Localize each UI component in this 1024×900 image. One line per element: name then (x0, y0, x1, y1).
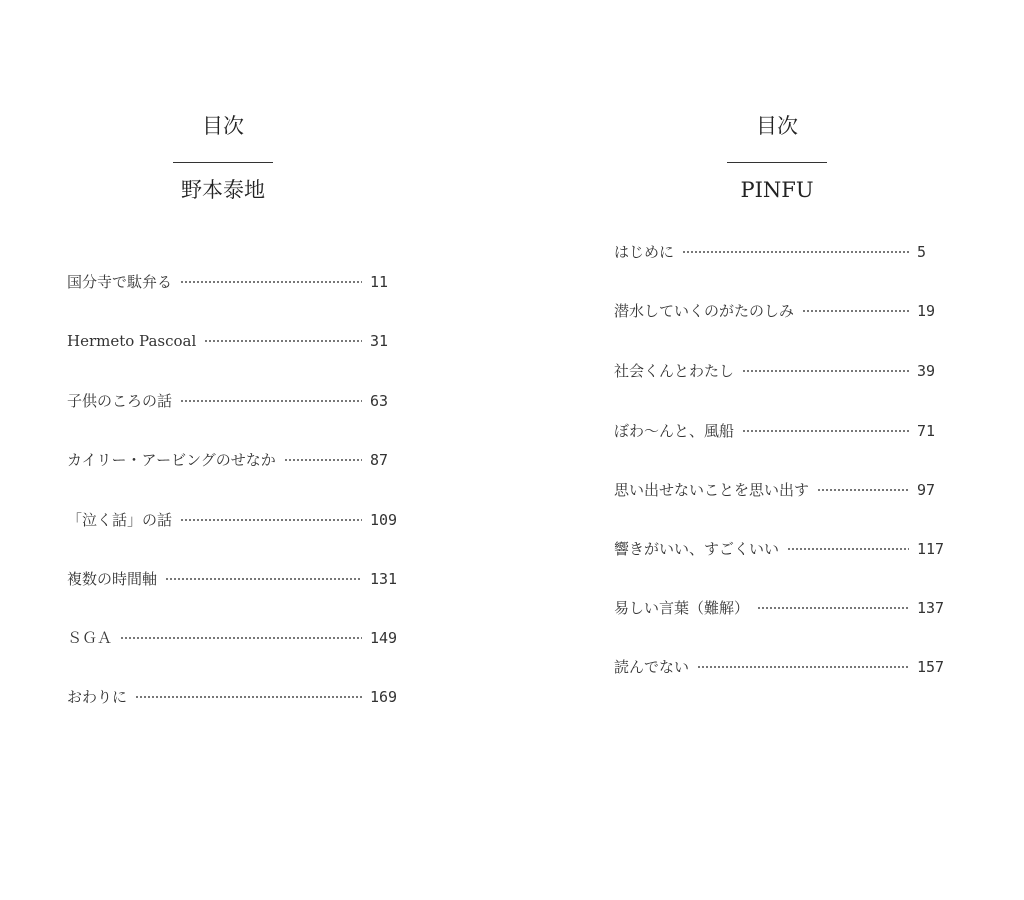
page-number: 149 (370, 629, 398, 647)
title-divider (727, 162, 827, 163)
entry-title: 「泣く話」の話 (67, 511, 173, 529)
entry-title: 国分寺で駄弁る (67, 273, 173, 291)
page-number: 117 (917, 540, 945, 558)
page-number: 11 (370, 273, 389, 291)
toc-title: 目次 (202, 114, 244, 138)
entry-title: 響きがいい、すごくいい (614, 540, 780, 558)
page-number: 109 (370, 511, 398, 529)
page-number: 31 (370, 332, 389, 350)
entry-title: 易しい言葉（難解） (614, 599, 750, 617)
toc-entry[interactable] (614, 596, 959, 620)
toc-entry[interactable] (614, 359, 959, 383)
page-number: 71 (917, 422, 936, 440)
dot-leader (180, 519, 362, 521)
toc-entry[interactable] (614, 299, 959, 323)
page-number: 157 (917, 658, 945, 676)
page-number: 39 (917, 362, 936, 380)
page-number: 137 (917, 599, 945, 617)
toc-entry[interactable] (67, 389, 412, 413)
toc-entry[interactable] (67, 626, 412, 650)
dot-leader (120, 637, 362, 639)
dot-leader (180, 400, 362, 402)
entry-title: ＳＧＡ (67, 629, 113, 647)
dot-leader (682, 251, 909, 253)
toc-entry[interactable] (614, 478, 959, 502)
entry-title: カイリー・アービングのせなか (67, 451, 276, 469)
toc-title: 目次 (756, 114, 798, 138)
entry-title: Hermeto Pascoal (67, 332, 197, 350)
entry-title: 潜水していくのがたのしみ (614, 302, 795, 320)
entry-title: 複数の時間軸 (67, 570, 158, 588)
page-number: 87 (370, 451, 389, 469)
dot-leader (817, 489, 909, 491)
page-number: 5 (917, 243, 927, 261)
toc-entry[interactable] (67, 448, 412, 472)
page-number: 169 (370, 688, 398, 706)
entry-title: 読んでない (614, 658, 690, 676)
toc-entry[interactable] (614, 655, 959, 679)
entry-title: はじめに (614, 243, 675, 261)
entry-title: ぼわ〜んと、風船 (614, 422, 735, 440)
dot-leader (135, 696, 362, 698)
page-number: 19 (917, 302, 936, 320)
dot-leader (204, 340, 362, 342)
title-divider (173, 162, 273, 163)
entry-title: 思い出せないことを思い出す (614, 481, 810, 499)
page-number: 63 (370, 392, 389, 410)
entry-title: 子供のころの話 (67, 392, 173, 410)
author-name: PINFU (740, 178, 814, 202)
dot-leader (284, 459, 362, 461)
dot-leader (697, 666, 909, 668)
dot-leader (180, 281, 362, 283)
author-name: 野本泰地 (181, 178, 265, 202)
toc-entry[interactable] (67, 508, 412, 532)
dot-leader (742, 370, 909, 372)
toc-entry[interactable] (614, 240, 959, 264)
page-number: 97 (917, 481, 936, 499)
entry-title: 社会くんとわたし (614, 362, 735, 380)
dot-leader (757, 607, 909, 609)
toc-entry[interactable] (67, 567, 412, 591)
dot-leader (802, 310, 909, 312)
toc-entry[interactable] (67, 685, 412, 709)
page-number: 131 (370, 570, 398, 588)
toc-entry[interactable] (67, 329, 412, 353)
entry-title: おわりに (67, 688, 128, 706)
dot-leader (787, 548, 909, 550)
dot-leader (742, 430, 909, 432)
dot-leader (165, 578, 362, 580)
toc-entry[interactable] (67, 270, 412, 294)
toc-entry[interactable] (614, 419, 959, 443)
toc-entry[interactable] (614, 537, 959, 561)
